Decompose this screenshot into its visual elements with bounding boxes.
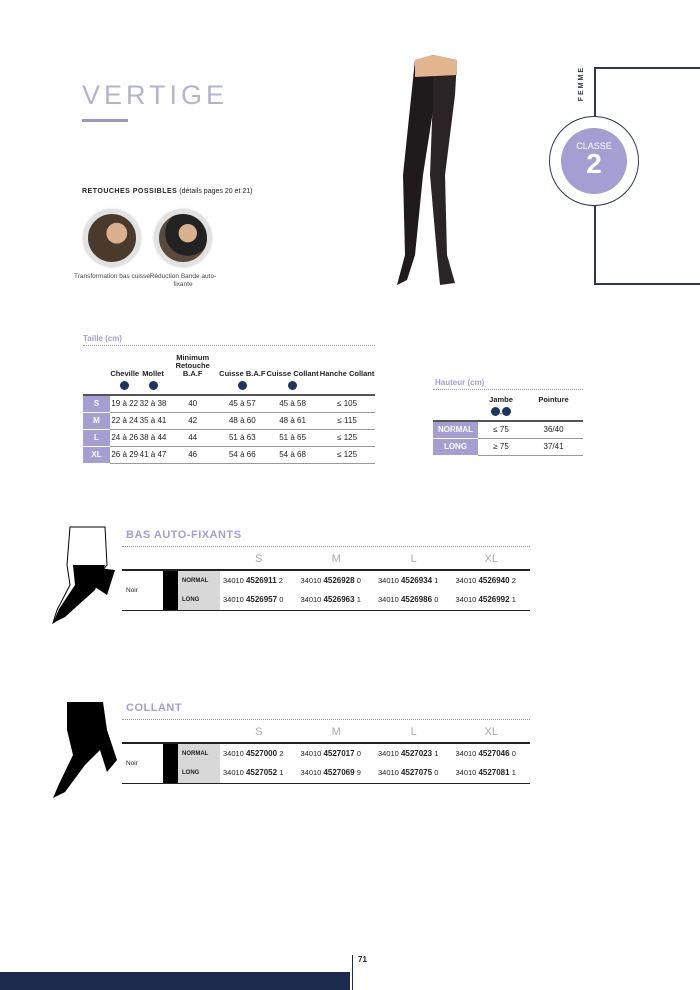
tights-silhouette-icon [45, 700, 120, 800]
table-cell: 45 à 57 [219, 395, 266, 412]
table-cell: 36/40 [524, 421, 583, 438]
retouches-label: RETOUCHES POSSIBLES [82, 188, 178, 195]
measure-g-icon [502, 407, 511, 416]
table-row [83, 446, 375, 463]
product-code: 34010 4526986 0 [375, 590, 453, 610]
product-table [122, 548, 530, 611]
table-cell: 38 à 44 [139, 429, 166, 446]
product-code: 34010 4527017 0 [300, 749, 361, 758]
product-section-title: COLLANT [126, 702, 183, 714]
table-cell: 46 [167, 446, 219, 463]
hauteur-title: Hauteur (cm) [435, 378, 485, 387]
measure-c-icon [149, 381, 158, 390]
table-cell: 51 à 63 [219, 429, 266, 446]
classe-badge [549, 116, 639, 206]
classe-label: CLASSE [576, 141, 612, 151]
table-cell: 51 à 65 [266, 429, 319, 446]
table-cell: 41 à 47 [139, 446, 166, 463]
product-code: 34010 4526940 2 [455, 576, 516, 585]
product-code: 34010 4527081 1 [452, 763, 530, 783]
page-number: 71 [358, 955, 367, 964]
size-header: S [220, 548, 298, 570]
table-row [433, 421, 583, 438]
table-cell: ≤ 105 [319, 395, 375, 412]
product-table [122, 721, 530, 784]
retouches-heading [82, 188, 252, 195]
color-swatch [163, 570, 178, 610]
table-cell: ≥ 75 [478, 438, 524, 455]
footer-divider [352, 955, 353, 990]
table-cell: 19 à 22 [110, 395, 139, 412]
table-cell: 24 à 26 [110, 429, 139, 446]
size-header: L [375, 548, 453, 570]
product-code: 34010 4526928 0 [300, 576, 361, 585]
retouche-caption: Réduction Bande auto-fixante [149, 273, 217, 288]
product-code: 34010 4527075 0 [375, 763, 453, 783]
size-label: XL [83, 446, 110, 463]
category-label: FEMME [578, 66, 585, 102]
col-header: Hanche Collant [319, 369, 375, 378]
measure-a-icon [491, 407, 500, 416]
table-row [122, 763, 530, 783]
size-label: L [83, 429, 110, 446]
table-cell: 48 à 60 [219, 412, 266, 429]
table-row [122, 570, 530, 590]
reduction-icon [155, 210, 211, 266]
table-row [83, 412, 375, 429]
product-code: 34010 4527052 1 [220, 763, 298, 783]
table-cell: 35 à 41 [139, 412, 166, 429]
table-cell: ≤ 75 [478, 421, 524, 438]
table-row [83, 429, 375, 446]
table-cell: 44 [167, 429, 219, 446]
size-label: S [83, 395, 110, 412]
table-cell: ≤ 125 [319, 429, 375, 446]
col-header: Minimum Retouche B.A.F [175, 353, 210, 378]
size-header: S [220, 721, 298, 743]
product-code: 34010 4526957 0 [220, 590, 298, 610]
footer-bar [0, 972, 350, 990]
product-code: 34010 4526934 1 [377, 576, 439, 585]
size-header: M [297, 548, 375, 570]
length-label: LONG [433, 438, 478, 455]
product-code: 34010 4527023 1 [377, 749, 439, 758]
measure-b-icon [120, 381, 129, 390]
table-cell: 54 à 68 [266, 446, 319, 463]
product-section-title: BAS AUTO-FIXANTS [126, 529, 242, 541]
table-cell: ≤ 125 [319, 446, 375, 463]
table-cell: ≤ 115 [319, 412, 375, 429]
classe-value: 2 [586, 148, 602, 179]
size-header: XL [452, 548, 530, 570]
table-cell: 45 à 58 [266, 395, 319, 412]
table-row [122, 590, 530, 610]
table-row [83, 395, 375, 412]
table-cell: 48 à 61 [266, 412, 319, 429]
table-row [122, 743, 530, 763]
color-label: Noir [122, 743, 163, 783]
size-header: L [375, 721, 453, 743]
col-header: Mollet [142, 369, 164, 378]
col-header: Pointure [538, 395, 569, 404]
stocking-silhouette-icon [45, 525, 120, 625]
title-underline [82, 119, 128, 122]
table-cell: 26 à 29 [110, 446, 139, 463]
product-code: 34010 4527000 2 [222, 749, 284, 758]
stockings-photo [385, 55, 475, 290]
product-code: 34010 4526911 2 [222, 576, 283, 585]
product-code: 34010 4527046 0 [455, 749, 516, 758]
transformation-icon [84, 210, 140, 266]
measure-g1-icon [288, 381, 297, 390]
length-label: NORMAL [178, 570, 220, 590]
product-title: VERTIGE [82, 80, 229, 110]
taille-title: Taille (cm) [83, 334, 122, 343]
table-cell: 42 [167, 412, 219, 429]
size-header: XL [452, 721, 530, 743]
length-label: LONG [178, 590, 220, 610]
length-label: NORMAL [433, 421, 478, 438]
table-cell: 37/41 [524, 438, 583, 455]
retouches-detail: (détails pages 20 et 21) [179, 188, 253, 195]
table-row [433, 438, 583, 455]
product-code: 34010 4526963 1 [297, 590, 375, 610]
col-header: Cuisse Collant [266, 369, 319, 378]
retouche-caption: Transformation bas cuisse [74, 273, 150, 280]
taille-table [83, 348, 375, 464]
table-cell: 54 à 66 [219, 446, 266, 463]
hauteur-table: Jambe Pointure - NORMAL ≤ 75 36/40 LONG ≥ 75 37/41 [433, 392, 583, 456]
measure-g-icon [238, 381, 247, 390]
col-header: Cheville [110, 369, 140, 378]
col-header: Cuisse B.A.F [219, 369, 266, 378]
length-label: LONG [178, 763, 220, 783]
table-cell: 32 à 38 [139, 395, 166, 412]
product-code: 34010 4527069 9 [297, 763, 375, 783]
col-header: Jambe [489, 395, 513, 404]
table-cell: 22 à 24 [110, 412, 139, 429]
product-code: 34010 4526992 1 [452, 590, 530, 610]
color-swatch [163, 743, 178, 783]
color-label: Noir [122, 570, 163, 610]
length-label: NORMAL [178, 743, 220, 763]
size-header: M [297, 721, 375, 743]
table-cell: 40 [167, 395, 219, 412]
size-label: M [83, 412, 110, 429]
